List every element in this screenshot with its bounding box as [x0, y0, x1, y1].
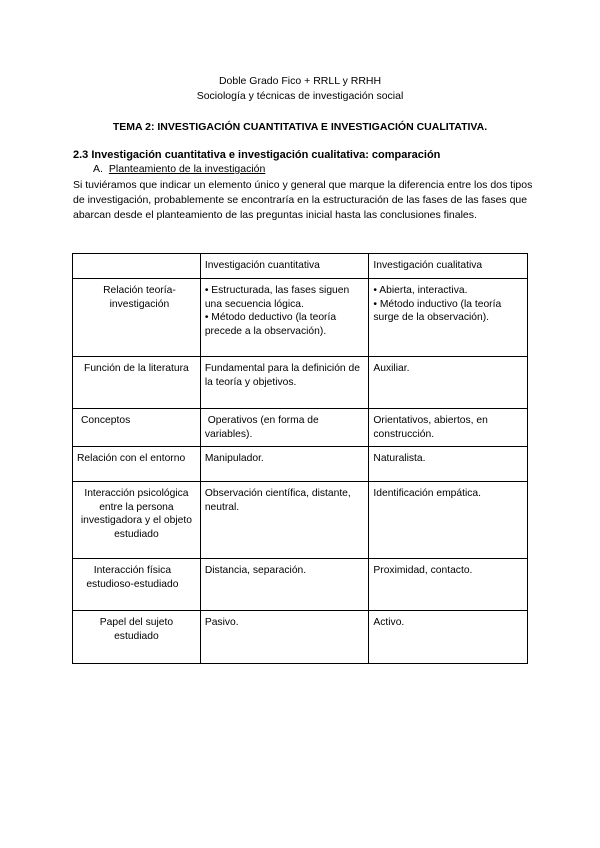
row-label: Interacción física estudioso-estudiado	[73, 559, 201, 611]
cell-cuantitativa: Observación científica, distante, neutral.	[200, 482, 369, 559]
cell-cuantitativa: Distancia, separación.	[200, 559, 369, 611]
cell-cualitativa	[369, 279, 528, 357]
subsection-letter: A.	[93, 163, 103, 175]
cell-cualitativa: Identificación empática.	[369, 482, 528, 559]
table-header-cuantitativa: Investigación cuantitativa	[200, 254, 369, 279]
table-row	[73, 357, 528, 409]
row-label: Función de la literatura	[73, 357, 201, 409]
list-item: • Abierta, interactiva.	[373, 285, 468, 296]
table-header-row	[73, 254, 528, 279]
row-label: Relación con el entorno	[73, 447, 201, 482]
cell-cuantitativa: Manipulador.	[200, 447, 369, 482]
cell-cualitativa: Activo.	[369, 611, 528, 664]
document-header-line2: Sociología y técnicas de investigación social	[196, 90, 404, 102]
document-header-line1: Doble Grado Fico + RRLL y RRHH	[218, 75, 382, 87]
cell-cuantitativa	[200, 279, 369, 357]
page-title: TEMA 2: INVESTIGACIÓN CUANTITATIVA E INVESTIGACIÓN CUALITATIVA.	[112, 121, 488, 133]
list-item: • Método deductivo (la teoría precede a la observación).	[204, 312, 337, 337]
table-row	[73, 559, 528, 611]
cell-cualitativa: Proximidad, contacto.	[369, 559, 528, 611]
cell-cuantitativa: Fundamental para la definición de la teoría y objetivos.	[200, 357, 369, 409]
section-heading: 2.3 Investigación cuantitativa e investigación cualitativa: comparación	[73, 149, 441, 161]
cell-cualitativa: Naturalista.	[369, 447, 528, 482]
row-label: Relación teoría-investigación	[73, 279, 201, 357]
table-row	[73, 409, 528, 447]
table-row	[73, 482, 528, 559]
cell-cuantitativa: Pasivo.	[200, 611, 369, 664]
table-row	[73, 611, 528, 664]
cell-cualitativa: Orientativos, abiertos, en construcción.	[369, 409, 528, 447]
table-row	[73, 447, 528, 482]
intro-paragraph: Si tuviéramos que indicar un elemento único y general que marque la diferencia entre los dos tipos de investigación, probablemente se encontraría en la estructuración de las fases de las fases que abarcan desde el planteamiento de las preguntas inicial hasta las conclusiones finales.	[73, 179, 533, 221]
list-item: • Estructurada, las fases siguen una secuencia lógica.	[204, 285, 350, 310]
cell-cualitativa: Auxiliar.	[369, 357, 528, 409]
row-label: Papel del sujeto estudiado	[73, 611, 201, 664]
table-header-cualitativa: Investigación cualitativa	[369, 254, 528, 279]
row-label: Interacción psicológica entre la persona investigadora y el objeto estudiado	[73, 482, 201, 559]
table-header-cell-empty	[73, 254, 201, 279]
cell-cuantitativa: Operativos (en forma de variables).	[200, 409, 369, 447]
subsection-title: Planteamiento de la investigación	[108, 163, 266, 175]
table-row	[73, 279, 528, 357]
list-item: • Método inductivo (la teoría surge de la observación).	[373, 298, 502, 323]
row-label: Conceptos	[73, 409, 201, 447]
comparison-table	[72, 253, 528, 664]
subsection-heading	[93, 163, 265, 175]
